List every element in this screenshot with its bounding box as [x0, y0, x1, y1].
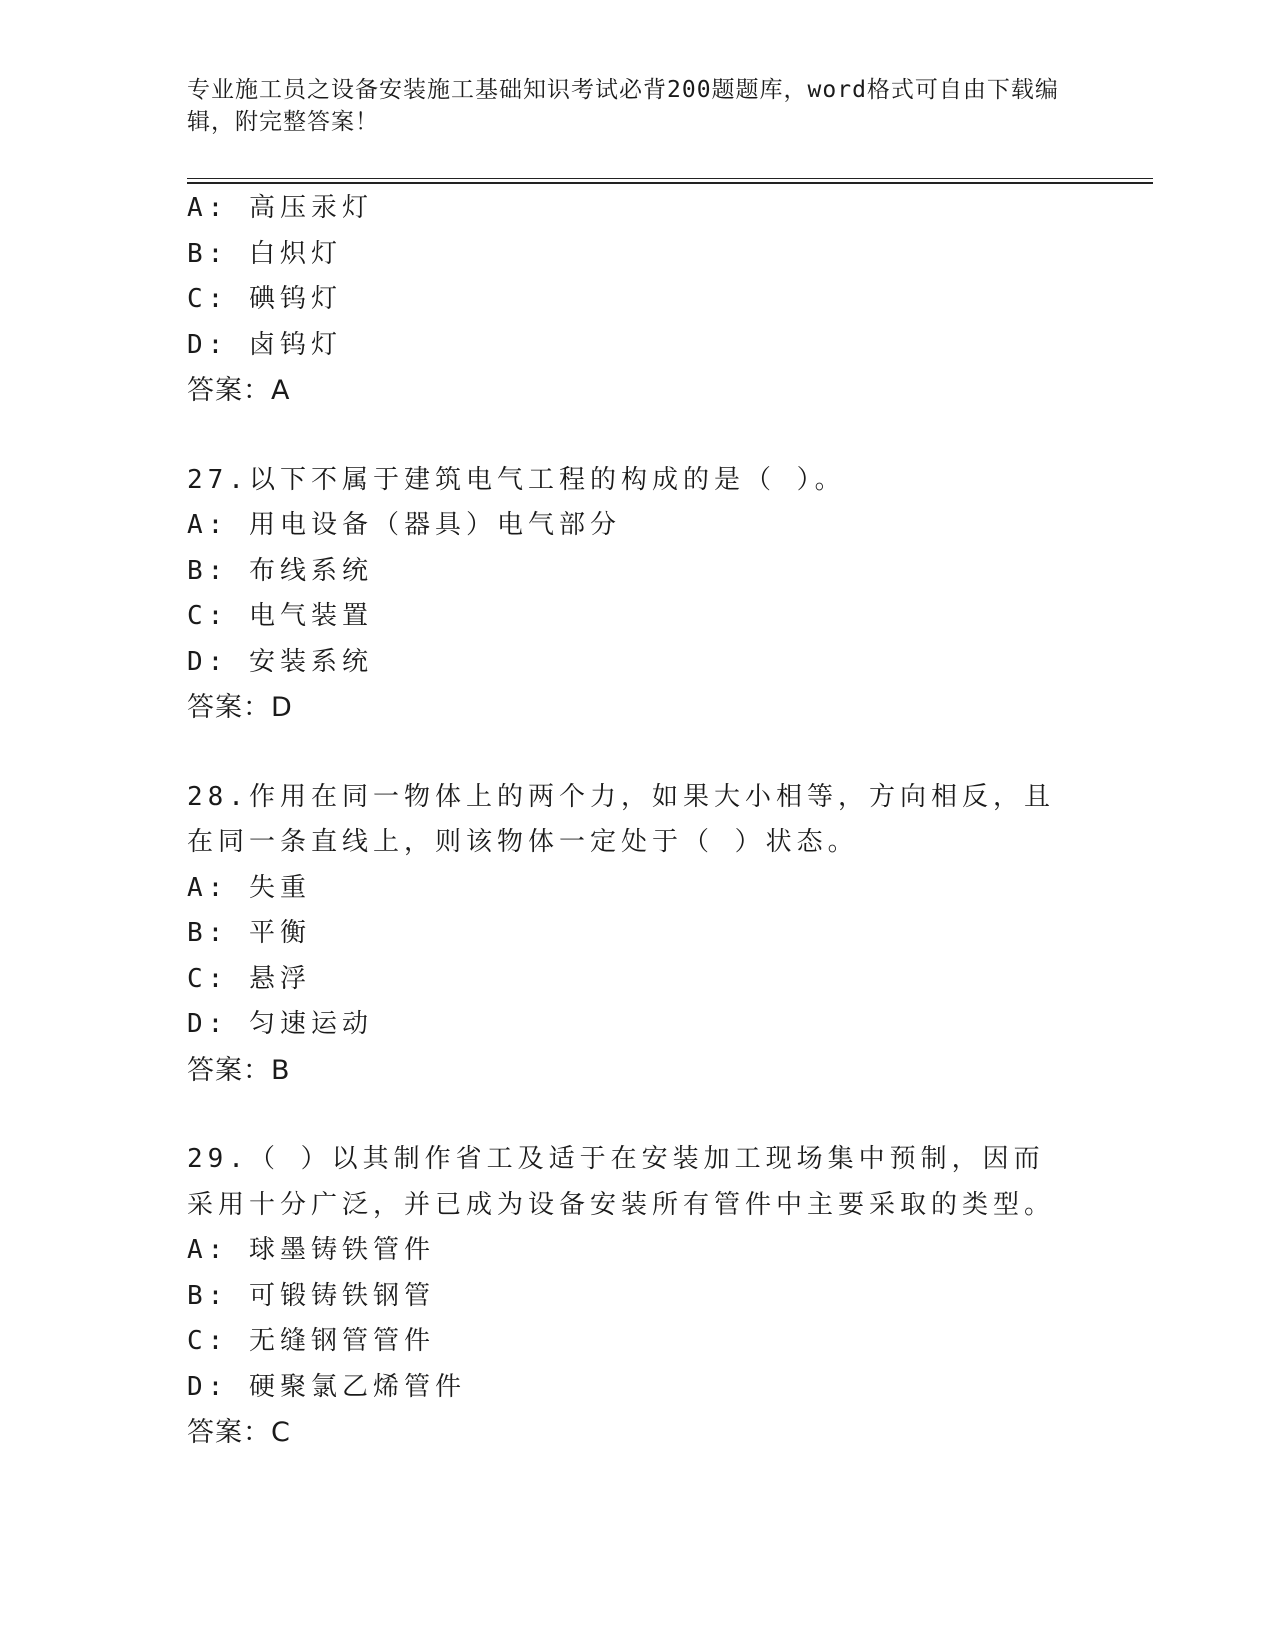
- question-text: 28.作用在同一物体上的两个力，如果大小相等，方向相反，且在同一条直线上，则该物体一定处于（ ）状态。: [187, 781, 1055, 857]
- question-list: [187, 186, 1087, 1456]
- option-b: B: 白炽灯: [187, 238, 342, 269]
- option-a: A: 失重: [187, 872, 311, 903]
- option-d: D: 安装系统: [187, 646, 373, 677]
- question-block: [187, 186, 1087, 414]
- header-title: 专业施工员之设备安装施工基础知识考试必背200题题库，word格式可自由下载编辑，附完整答案！: [187, 77, 1059, 135]
- document-header: [187, 74, 1067, 138]
- header-divider-bottom: [187, 182, 1153, 184]
- option-c: C: 悬浮: [187, 963, 311, 994]
- option-c: C: 电气装置: [187, 601, 373, 631]
- option-b: B: 平衡: [187, 918, 311, 948]
- option-a: A: 球墨铸铁管件: [187, 1235, 435, 1265]
- question-block: [187, 458, 1087, 731]
- option-d: D: 匀速运动: [187, 1009, 373, 1039]
- question-block: [187, 775, 1087, 1094]
- option-d: D: 卤钨灯: [187, 329, 342, 360]
- question-text: 27.以下不属于建筑电气工程的构成的是（ ）。: [187, 464, 846, 495]
- option-c: C: 无缝钢管管件: [187, 1326, 435, 1356]
- answer-line: 答案：D: [187, 692, 293, 723]
- option-c: C: 碘钨灯: [187, 284, 342, 314]
- answer-line: 答案：B: [187, 1054, 291, 1086]
- question-text: 29.（ ）以其制作省工及适于在安装加工现场集中预制，因而采用十分广泛，并已成为设备安装所有管件中主要采取的类型。: [187, 1144, 1056, 1220]
- option-b: B: 布线系统: [187, 555, 373, 586]
- option-b: B: 可锻铸铁钢管: [187, 1280, 435, 1311]
- answer-line: 答案：A: [187, 375, 291, 406]
- answer-line: 答案：C: [187, 1417, 291, 1448]
- option-a: A: 用电设备（器具）电气部分: [187, 510, 621, 540]
- header-divider-top: [187, 178, 1153, 179]
- option-d: D: 硬聚氯乙烯管件: [187, 1371, 466, 1402]
- option-a: A: 高压汞灯: [187, 193, 373, 223]
- question-block: [187, 1137, 1087, 1456]
